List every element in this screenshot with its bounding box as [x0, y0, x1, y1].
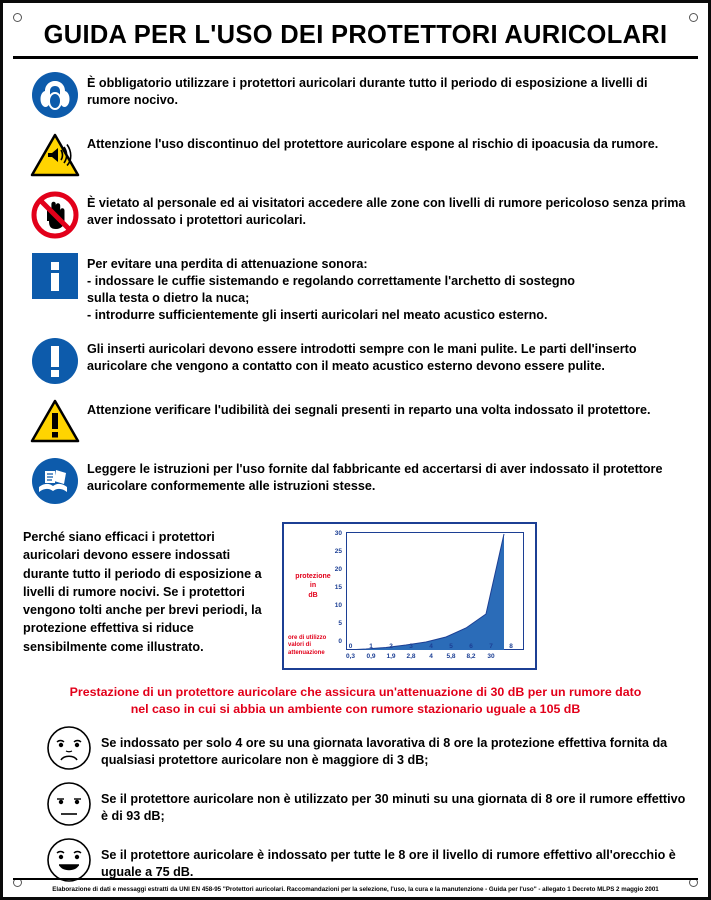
list-item-text: Se indossato per solo 4 ore su una giornata lavorativa di 8 ore la protezione effettiva fornita da qualsiasi protettore auricolare non è maggiore di 3 dB; [101, 736, 668, 768]
corner-hole-top-left [13, 13, 22, 22]
chart-ytick: 25 [334, 548, 342, 555]
icon-cell [23, 396, 87, 444]
information-icon [31, 252, 79, 300]
mandatory-ear-protection-icon [31, 71, 79, 119]
list-item [23, 455, 694, 505]
chart-xtick: 8 [509, 643, 513, 650]
mandatory-read-instructions-icon [31, 457, 79, 505]
chart-ytick: 10 [334, 602, 342, 609]
chart-xtick: 4 [429, 643, 433, 650]
chart-xtick: 0 [348, 643, 353, 650]
chart-xtick: 4 [429, 653, 433, 660]
chart-xtick: 0,3 [345, 653, 356, 660]
chart-xtick: 30 [487, 653, 495, 660]
warning-general-icon [30, 398, 80, 444]
list-item-subline: - introdurre sufficientemente gli inserti auricolari nel meato acustico esterno. [87, 308, 548, 322]
chart-ytick: 20 [334, 566, 342, 573]
icon-cell [37, 837, 101, 883]
performance-banner [3, 670, 708, 725]
chart-ytick: 0 [338, 638, 342, 645]
corner-hole-top-right [689, 13, 698, 22]
page-title: GUIDA PER L'USO DEI PROTETTORI AURICOLARI [43, 21, 668, 49]
list-item-text: È obbligatorio utilizzare i protettori auricolari durante tutto il periodo di esposizione a livelli di rumore nocivo. [87, 76, 648, 107]
chart-ytick: 5 [338, 620, 342, 627]
sad-face-icon [46, 725, 92, 771]
performance-banner-line1: Prestazione di un protettore auricolare che assicura un'attenuazione di 30 dB per un rumore dato [69, 685, 642, 699]
chart-xtick: 5 [449, 643, 453, 650]
title-divider [13, 56, 698, 59]
list-item [23, 396, 694, 444]
list-item-subline: - indossare le cuffie sistemando e regolando correttamente l'archetto di sostegno [87, 274, 575, 288]
list-item-text: Attenzione l'uso discontinuo del protettore auricolare espone al rischio di ipoacusia da rumore. [87, 137, 659, 151]
chart-xtick: 6 [469, 643, 473, 650]
chart-xtick: 1,9 [386, 653, 396, 660]
list-item [23, 189, 694, 239]
footer-divider [13, 878, 698, 880]
icon-cell [23, 130, 87, 178]
attenuation-chart [282, 522, 537, 670]
chart-xtick: 8,2 [466, 653, 476, 660]
lower-section [3, 516, 708, 670]
chart-xtick: 5,8 [446, 653, 456, 660]
list-item [3, 837, 708, 883]
icon-cell [23, 250, 87, 300]
chart-inner [284, 524, 535, 668]
list-item [23, 69, 694, 119]
chart-ylabel-line: protezione [295, 573, 331, 580]
warning-noise-hazard-icon [30, 132, 80, 178]
chart-xticks-attenuation [340, 653, 530, 660]
icon-cell [23, 189, 87, 239]
chart-xtick: 0,9 [366, 653, 376, 660]
neutral-face-icon [46, 781, 92, 827]
chart-xlabel-line: ore di utilizzo [288, 634, 327, 641]
list-item-text: Se il protettore auricolare non è utilizzato per 30 minuti su una giornata di 8 ore il rumore effettivo è di 93 dB; [101, 792, 686, 824]
chart-xtick: 7 [489, 643, 493, 650]
performance-banner-line2: nel caso in cui si abbia un ambiente con rumore stazionario uguale a 105 dB [130, 701, 581, 716]
chart-ytick: 15 [334, 584, 342, 591]
list-item [23, 130, 694, 178]
chart-xtick: 3 [409, 643, 413, 650]
happy-face-icon [46, 837, 92, 883]
list-item-text-main: Per evitare una perdita di attenuazione sonora: [87, 257, 368, 271]
icon-cell [23, 69, 87, 119]
list-item-subline: sulla testa o dietro la nuca; [87, 291, 250, 305]
list-item [3, 725, 708, 771]
chart-xticks-hours [340, 643, 530, 650]
chart-xtick: 1 [369, 643, 373, 650]
footer-note: Elaborazione di dati e messaggi estratti da UNI EN 458-95 "Protettori auricolari. Raccomandazioni per la selezione, l'uso, la cura e la manutenzione - Guida per l'uso" - allegato 1 Decreto MLPS 2 maggio 2001 [52, 886, 659, 893]
icon-cell [23, 335, 87, 385]
lower-paragraph: Perché siano efficaci i protettori auricolari devono essere indossati durante tutto il periodo di esposizione a livelli di rumore nocivi. Se i protettori vengono tolti anche per brevi periodi, la protezione effettiva si riduce sensibilmente come illustrato. [23, 530, 262, 654]
chart-xlabel-line: valori di attenuazione [288, 642, 325, 657]
icon-cell [37, 725, 101, 771]
list-item-text: Leggere le istruzioni per l'uso fornite dal fabbricante ed accertarsi di aver indossato il protettore auricolare conformemente alle istruzioni stesse. [87, 462, 663, 493]
chart-ylabel-line: in [309, 582, 317, 590]
mandatory-exclamation-icon [31, 337, 79, 385]
icon-cell [37, 781, 101, 827]
instruction-list [3, 69, 708, 505]
list-item-text: Se il protettore auricolare è indossato per tutte le 8 ore il livello di rumore effettivo all'orecchio è uguale a 75 dB. [101, 848, 676, 880]
prohibition-no-entry-icon [31, 191, 79, 239]
list-item-text: Attenzione verificare l'udibilità dei segnali presenti in reparto una volta indossato il protettore. [87, 403, 651, 417]
list-item-text: Gli inserti auricolari devono essere introdotti sempre con le mani pulite. Le parti dell'inserto auricolare che vengono a contatto con il meato acustico esterno devono essere pulite. [87, 342, 637, 373]
list-item-text: È vietato al personale ed ai visitatori accedere alle zone con livelli di rumore pericoloso senza prima aver indossato i protettori auricolari. [87, 196, 686, 227]
chart-xtick: 2,8 [406, 653, 416, 660]
list-item-text [87, 250, 581, 324]
chart-ylabel-line: dB [308, 591, 318, 599]
chart-xtick: 2 [389, 643, 393, 650]
list-item [23, 335, 694, 385]
chart-plot [346, 532, 524, 650]
list-item [23, 250, 694, 324]
icon-cell [23, 455, 87, 505]
chart-ytick: 30 [334, 530, 342, 537]
list-item [3, 781, 708, 827]
